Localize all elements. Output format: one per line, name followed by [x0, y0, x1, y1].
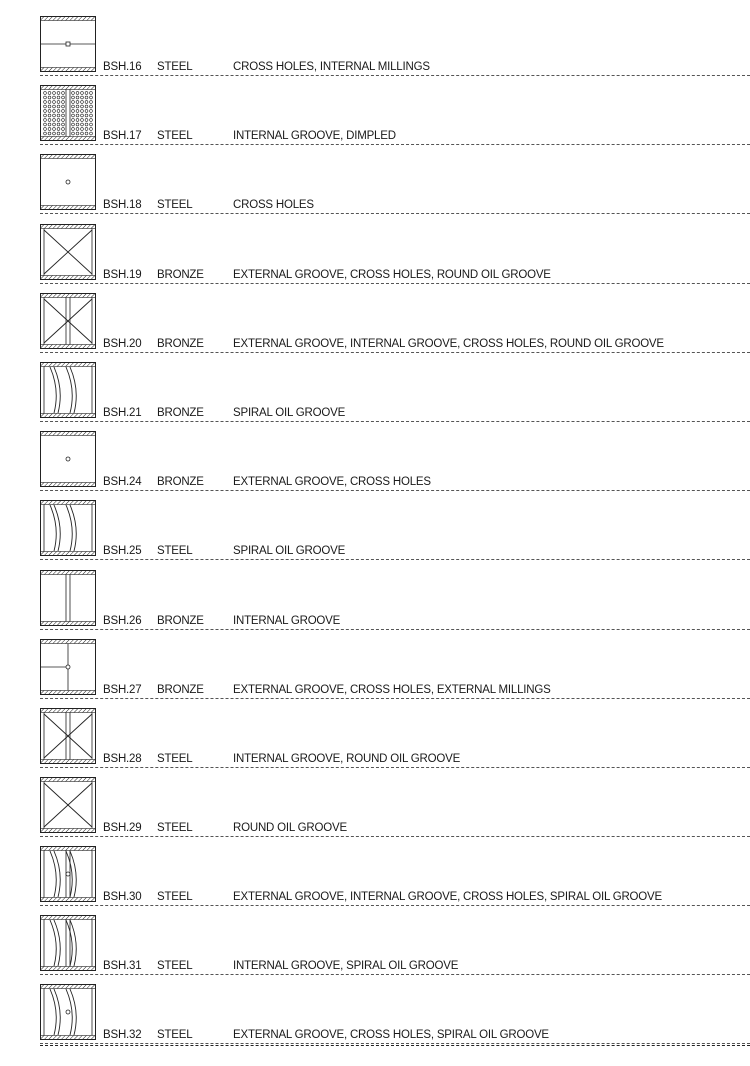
round-oil-groove-internal-icon [40, 708, 96, 764]
bushing-code: BSH.32 [103, 1029, 142, 1041]
bushing-features: EXTERNAL GROOVE, INTERNAL GROOVE, CROSS HOLES, ROUND OIL GROOVE [233, 338, 664, 350]
row-divider [40, 629, 750, 630]
bushing-row [0, 430, 750, 499]
bushing-row [0, 707, 750, 776]
bushing-code: BSH.21 [103, 407, 142, 419]
row-divider [40, 283, 750, 284]
bushing-row [0, 569, 750, 638]
row-divider [40, 559, 750, 560]
row-divider [40, 75, 750, 76]
bushing-features: INTERNAL GROOVE [233, 615, 341, 627]
bushing-code: BSH.31 [103, 960, 142, 972]
bushing-row [0, 84, 750, 153]
external-millings-icon [40, 639, 96, 695]
bushing-row [0, 223, 750, 292]
bushing-row [0, 361, 750, 430]
bushing-row [0, 914, 750, 983]
bushing-material: STEEL [157, 130, 193, 142]
bushing-features: EXTERNAL GROOVE, CROSS HOLES, EXTERNAL MILLINGS [233, 684, 551, 696]
internal-groove-icon [40, 570, 96, 626]
bushing-material: STEEL [157, 822, 193, 834]
cross-holes-icon [40, 431, 96, 487]
bushing-features: INTERNAL GROOVE, SPIRAL OIL GROOVE [233, 960, 459, 972]
round-oil-groove-icon [40, 777, 96, 833]
bushing-material: BRONZE [157, 684, 204, 696]
bushing-code: BSH.27 [103, 684, 142, 696]
row-divider [40, 905, 750, 906]
bushing-code: BSH.18 [103, 199, 142, 211]
bushing-features: EXTERNAL GROOVE, CROSS HOLES, ROUND OIL GROOVE [233, 269, 551, 281]
bushing-material: STEEL [157, 1029, 193, 1041]
bushing-code: BSH.26 [103, 615, 142, 627]
bushing-row [0, 292, 750, 361]
spiral-oil-groove-hole-icon [40, 984, 96, 1040]
row-divider [40, 1043, 750, 1044]
bushing-row [0, 638, 750, 707]
row-divider [40, 421, 750, 422]
round-oil-groove-internal-icon [40, 293, 96, 349]
bushing-features: SPIRAL OIL GROOVE [233, 407, 346, 419]
bushing-material: BRONZE [157, 269, 204, 281]
spiral-oil-groove-icon [40, 500, 96, 556]
row-divider [40, 836, 750, 837]
bushing-features: EXTERNAL GROOVE, INTERNAL GROOVE, CROSS HOLES, SPIRAL OIL GROOVE [233, 891, 662, 903]
bushing-material: BRONZE [157, 476, 204, 488]
bushing-material: STEEL [157, 545, 193, 557]
bushing-features: SPIRAL OIL GROOVE [233, 545, 346, 557]
row-divider [40, 213, 750, 214]
spiral-oil-groove-internal-icon [40, 915, 96, 971]
bushing-features: CROSS HOLES [233, 199, 314, 211]
row-divider [40, 974, 750, 975]
row-divider [40, 352, 750, 353]
bushing-features: ROUND OIL GROOVE [233, 822, 347, 834]
bushing-code: BSH.19 [103, 269, 142, 281]
bushing-material: BRONZE [157, 407, 204, 419]
bushing-row [0, 845, 750, 914]
bushing-material: STEEL [157, 61, 193, 73]
round-oil-groove-icon [40, 224, 96, 280]
spiral-oil-groove-icon [40, 362, 96, 418]
bushing-row [0, 15, 750, 84]
bushing-material: STEEL [157, 960, 193, 972]
bushing-features: EXTERNAL GROOVE, CROSS HOLES, SPIRAL OIL GROOVE [233, 1029, 549, 1041]
bushing-code: BSH.25 [103, 545, 142, 557]
dimpled-icon [40, 85, 96, 141]
row-divider [40, 144, 750, 145]
bushing-material: BRONZE [157, 615, 204, 627]
bushing-code: BSH.24 [103, 476, 142, 488]
bushing-code: BSH.17 [103, 130, 142, 142]
bushing-code: BSH.16 [103, 61, 142, 73]
bushing-features: EXTERNAL GROOVE, CROSS HOLES [233, 476, 431, 488]
bushing-row [0, 776, 750, 845]
bushing-material: BRONZE [157, 338, 204, 350]
bushing-material: STEEL [157, 753, 193, 765]
bottom-divider [40, 1045, 750, 1046]
bushing-features: CROSS HOLES, INTERNAL MILLINGS [233, 61, 430, 73]
bushing-row [0, 499, 750, 568]
cross-holes-internal-millings-icon [40, 16, 96, 72]
row-divider [40, 490, 750, 491]
cross-holes-icon [40, 154, 96, 210]
bushing-material: STEEL [157, 891, 193, 903]
bushing-features: INTERNAL GROOVE, DIMPLED [233, 130, 396, 142]
spiral-oil-groove-internal-hole-icon [40, 846, 96, 902]
bushing-code: BSH.28 [103, 753, 142, 765]
bushing-code: BSH.30 [103, 891, 142, 903]
bushing-material: STEEL [157, 199, 193, 211]
bushing-row [0, 153, 750, 222]
bushing-code: BSH.20 [103, 338, 142, 350]
row-divider [40, 767, 750, 768]
bushing-code: BSH.29 [103, 822, 142, 834]
row-divider [40, 698, 750, 699]
bushing-row [0, 983, 750, 1052]
bushing-features: INTERNAL GROOVE, ROUND OIL GROOVE [233, 753, 461, 765]
